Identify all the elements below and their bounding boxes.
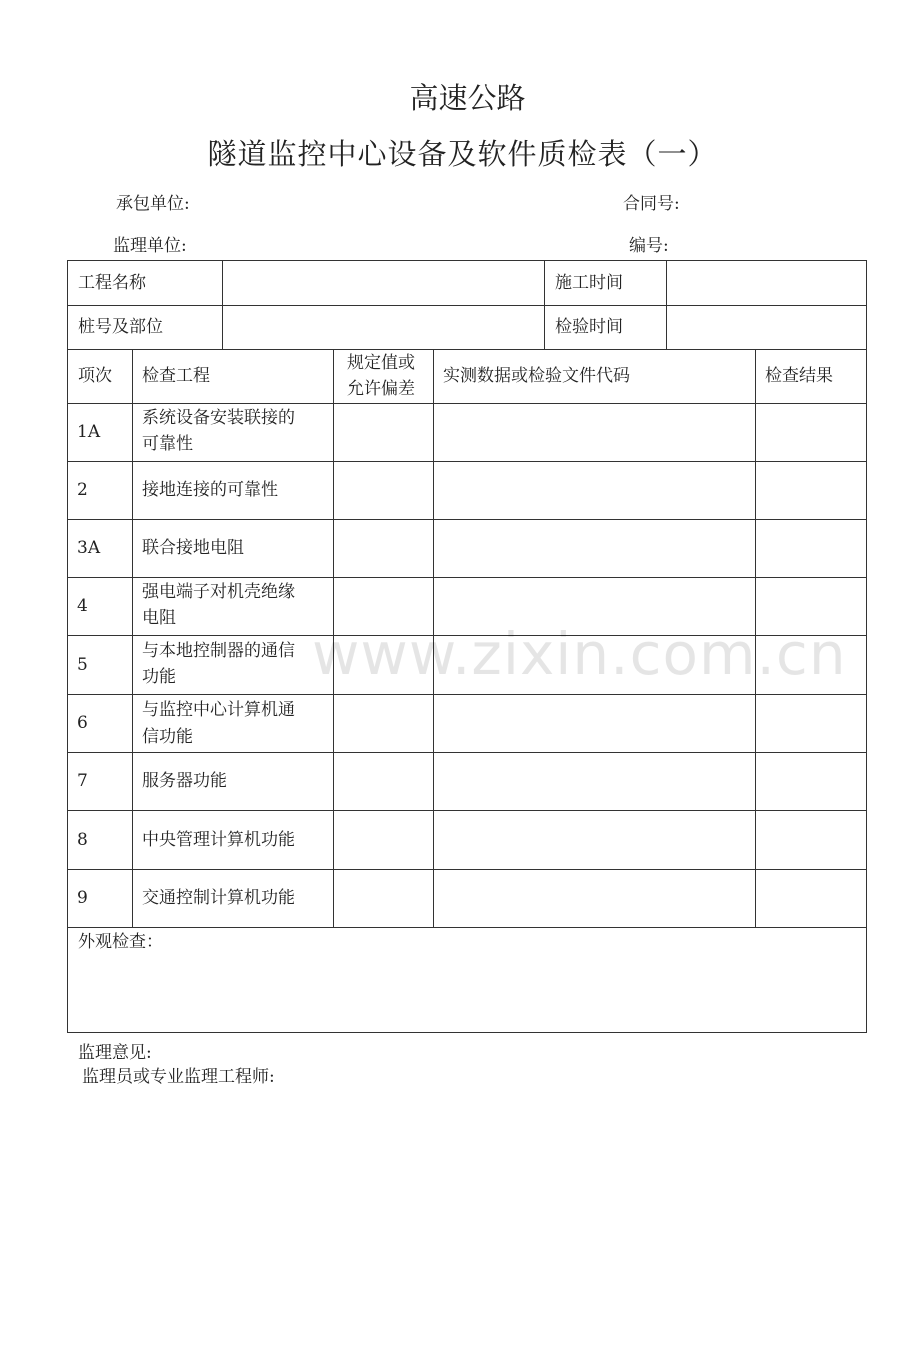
row-item-line2: 信功能 — [142, 727, 193, 747]
table-line — [67, 305, 867, 306]
title-line-1: 高速公路 — [409, 81, 526, 115]
table-border — [67, 260, 68, 1033]
inspection-time-label: 检验时间 — [555, 317, 623, 337]
table-border — [67, 1032, 867, 1033]
row-no: 2 — [77, 480, 88, 500]
row-item-line1: 联合接地电阻 — [142, 538, 244, 558]
header-item-no: 项次 — [78, 366, 112, 386]
row-no: 6 — [77, 713, 88, 733]
title-line-2: 隧道监控中心设备及软件质检表（一） — [207, 137, 718, 171]
table-line — [132, 349, 133, 927]
row-item-line1: 系统设备安装联接的 — [142, 408, 295, 428]
row-item-line1: 服务器功能 — [142, 771, 227, 791]
supervising-engineer-label: 监理员或专业监理工程师: — [82, 1067, 275, 1087]
row-item-line2: 功能 — [142, 667, 176, 687]
supervisor-unit-label: 监理单位: — [113, 236, 187, 256]
appearance-check-label: 外观检查： — [78, 932, 163, 952]
row-item-line1: 中央管理计算机功能 — [142, 829, 295, 850]
row-item-line2: 可靠性 — [142, 434, 193, 454]
contractor-label: 承包单位: — [116, 194, 190, 214]
row-item-line1: 与监控中心计算机通 — [142, 700, 295, 720]
contract-no-label: 合同号: — [623, 194, 680, 214]
table-line — [67, 403, 867, 404]
station-part-label: 桩号及部位 — [78, 317, 163, 337]
serial-no-label: 编号: — [629, 236, 669, 256]
header-spec-line2: 允许偏差 — [347, 379, 415, 399]
table-line — [666, 260, 667, 349]
table-border — [866, 260, 867, 1033]
header-measured: 实测数据或检验文件代码 — [443, 366, 630, 386]
row-item-line1: 与本地控制器的通信 — [142, 641, 295, 661]
project-name-label: 工程名称 — [78, 272, 146, 293]
construction-time-label: 施工时间 — [555, 272, 623, 293]
row-no: 4 — [77, 596, 88, 616]
row-no: 3A — [77, 538, 101, 558]
table-line — [67, 927, 867, 928]
table-border — [67, 260, 867, 261]
row-item-line1: 交通控制计算机功能 — [142, 888, 295, 908]
row-no: 9 — [77, 888, 88, 908]
header-spec-line1: 规定值或 — [347, 353, 415, 373]
row-no: 1A — [77, 422, 101, 442]
row-item-line1: 接地连接的可靠性 — [142, 480, 278, 500]
row-item-line2: 电阻 — [142, 608, 176, 628]
watermark: www.zixin.com.cn — [312, 620, 847, 688]
row-item-line1: 强电端子对机壳绝缘 — [142, 582, 295, 602]
header-inspect-item: 检查工程 — [142, 366, 210, 386]
row-no: 7 — [77, 771, 88, 791]
table-line — [222, 260, 223, 349]
row-no: 8 — [77, 829, 88, 850]
supervision-opinion-label: 监理意见: — [78, 1043, 152, 1063]
table-line — [544, 260, 545, 349]
table-line — [67, 694, 867, 695]
header-result: 检查结果 — [765, 366, 833, 386]
row-no: 5 — [77, 654, 88, 675]
table-line — [67, 577, 867, 578]
